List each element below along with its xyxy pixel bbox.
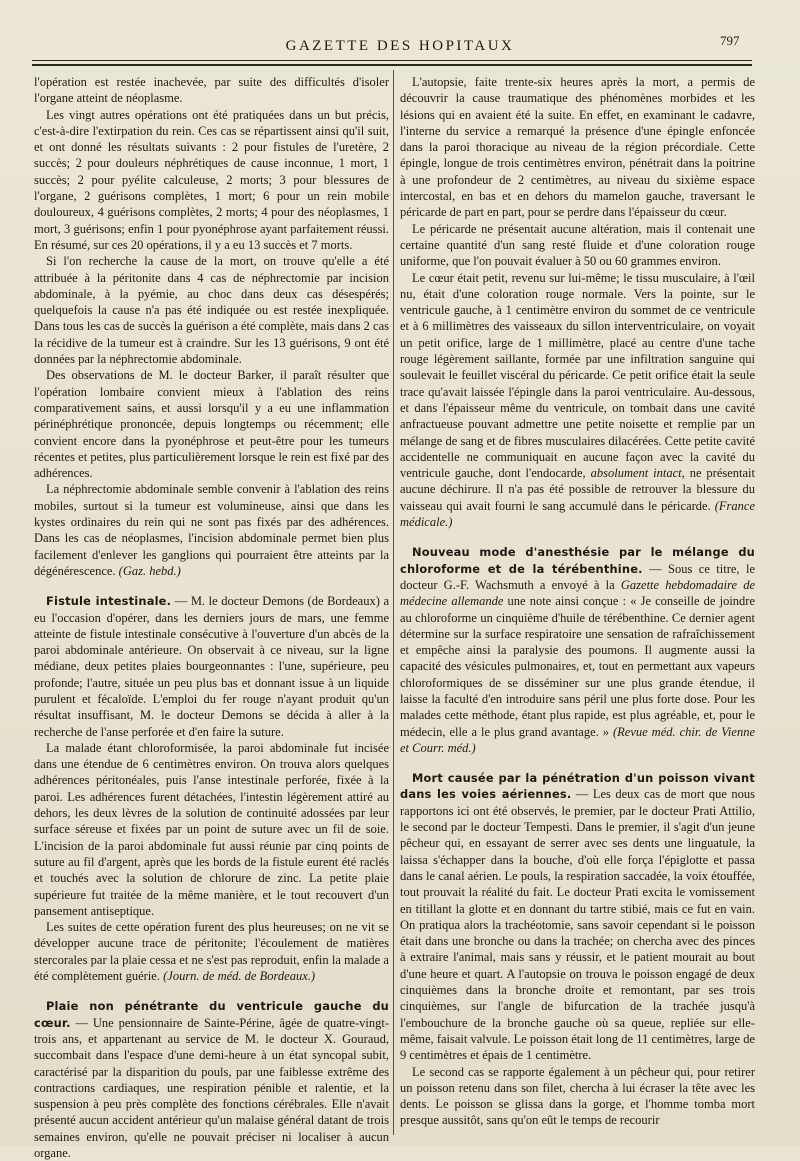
paragraph-text: Les suites de cette opération furent des plus heureuses; on ne vit se développer aucune trace de péritonite; l'écoulement de matières stercorales par la plaie cessa et ne s'est pas reproduit, enfin la malade a été complètement guérie. <box>34 920 389 984</box>
paragraph: Les vingt autres opérations ont été pratiquées dans un but précis, c'est-à-dire l'extirpation du rein. Ces cas se répartissent ainsi qu'il suit, et ont donné les résultats suivants : 2 pour fistules de l'uretère, 2 succès; 2 pour douleurs néphrétiques de cause inconnue, 1 mort, 1 succès; 2 pour pyélite calculeuse, 2 morts; 3 pour blessures de l'organe, 2 guérisons complètes, 1 mort; 6 pour un rein mobile douloureux, 4 guérisons complètes, 2 morts; 4 pour des néoplasmes, 1 mort, 3 guérisons; enfin 1 pour pyonéphrose ayant parfaitement réussi. En résumé, sur ces 20 opérations, il y a eu 13 succès et 7 morts. <box>34 107 389 252</box>
header-rule-double <box>32 64 752 66</box>
article-heading: Nouveau mode d'anesthésie par le mélange du chloroforme et de la térébenthine. <box>400 545 755 576</box>
paragraph-text: La néphrectomie abdominale semble convenir à l'ablation des reins mobiles, surtout si la tumeur est volumineuse, ainsi que dans les kystes ordinaires du rein qui ne sont pas fixés par des adhérences. Dans les cas de néoplasmes, l'incision abdominale permet bien plus facilement d'enlever les ganglions qui pourraient être atteints par la dégénérescence. <box>34 482 389 578</box>
article-heading: Mort causée par la pénétration d'un poisson vivant dans les voies aériennes. <box>400 771 755 802</box>
paragraph: l'opération est restée inachevée, par suite des difficultés d'isoler l'organe atteint de néoplasme. <box>34 75 389 106</box>
article-poisson-voies-aeriennes <box>400 770 755 1129</box>
paragraph: L'autopsie, faite trente-six heures après la mort, a permis de découvrir la cause traumatique des phénomènes morbides et les lésions qui en avaient été la suite. En effet, en examinant le cadavre, l'interne du service a remarqué la présence d'une épingle enfoncée dans la paroi thoracique au niveau de la région précordiale. Cette épingle, longue de trois centimètres environ, pénétrait dans la poitrine à une profondeur de 2 centimètres, au niveau du sixième espace intercostal, en bas et en dehors du mamelon gauche, traversant le péricarde de part en part, pour se perdre dans l'épaisseur du cœur. <box>400 75 755 220</box>
paragraph <box>400 770 755 1063</box>
paragraph: Le péricarde ne présentait aucune altération, mais il contenait une certaine quantité d'un sang resté fluide et d'une coloration rouge uniforme, que l'on pouvait évaluer à 50 ou 60 grammes environ. <box>400 221 755 269</box>
page-header <box>0 0 800 70</box>
article-heading: Fistule intestinale. <box>46 594 172 609</box>
source-citation: (Gaz. hebd.) <box>118 563 181 578</box>
right-column <box>400 74 755 1134</box>
paragraph-text: ne présentait aucune déchirure. Il n'a pas été possible de retrouver la blessure du vaisseau qui avait fourni le sang accumulé dans le péricarde. <box>400 466 755 513</box>
paragraph: Des observations de M. le docteur Barker, il paraît résulter que l'opération lombaire convient mieux à l'ablation des reins comparativement sains, et aussi lorsqu'il y a eu une inflammation périnéphrétique prononcée, depuis longtemps ou récemment; elle convient encore dans la pyonéphrose et peut-être pour les tumeurs récentes et petites, plus particulièrement lorsque le rein est fixé par des adhérences. <box>34 368 389 481</box>
source-citation: (Journ. de méd. de Bordeaux.) <box>163 969 316 984</box>
paragraph-text: une note ainsi conçue : « Je conseille de joindre au chloroforme un cinquième d'huile de térébenthine. Ce dernier agent détermine sur la surface respiratoire une sensation de rafraîchissement et empêche ainsi la paralysie des poumons. Il augmente aussi la capacité des vésicules pulmonaires, et, tout en permettant aux vapeurs chloroformiques de se disséminer sur une plus grande étendue, il laisse la faculté d'en introduire sans péril une plus forte dose. Pour les malades cette méthode, étant plus rapide, est plus agréable, et, pour le médecin, elle a le plus grand avantage. » <box>400 594 756 739</box>
source-citation: (France médicale.) <box>400 498 756 530</box>
paragraph-text: — Les deux cas de mort que nous rapportons ici ont été observés, le premier, par le docteur Prati Attilio, le second par le docteur Tempesti. Dans le premier, il s'agit d'un jeune pêcheur qui, en essayant de serrer avec ses dents une linguatule, la laissa s'échapper dans la bouche, d'où elle força l'épiglotte et passa dans le canal aérien. Le pouls, la respiration saccadée, la voix étouffée, tout prouvait la réalité du fait. Le docteur Prati excita le vomissement en titillant la glotte et en donnant du tartre stibié, mais ce fut en vain. On pratiqua alors la trachéotomie, sans savoir cependant si le poisson était dans une bronche ou dans la trachée; on chercha avec des pinces à extraire l'animal, mais sans y réussir, et le patient mourait au bout d'une heure et quart. A l'autopsie on trouva le poisson engagé de deux cinquièmes dans la bronche droite et remontant, par ses trois cinquièmes, sur l'angle de bifurcation de la trachée jusqu'à l'embouchure de la bronche gauche où sa queue, repliée sur elle-même, faisait valvule. Le poisson était long de 11 centimètres, large de 9 centimètres et épais de 1 centimètre. <box>400 787 755 1063</box>
article-plaie-ventricule <box>34 998 389 1161</box>
left-column <box>34 74 390 1160</box>
journal-name: Gazette hebdomadaire de médecine allemande <box>400 577 755 609</box>
journal-title: GAZETTE DES HOPITAUX <box>285 38 515 54</box>
paragraph: La malade étant chloroformisée, la paroi abdominale fut incisée dans une étendue de 6 centimètres environ. On trouva alors quelques adhérences péritonéales, puis l'anse intestinale perforée, fixée à la paroi. Les adhérences furent détachées, l'intestin légèrement attiré au dehors, les deux lèvres de la solution de continuité adossées par leur surface séreuse et fixées par un point de suture avec un fil de soie. L'incision de la paroi abdominale fut aussi réunie par cinq points de suture au fil d'argent, après que les bords de la fistule eurent été raclés et touchés avec la solution de chlorure de zinc. La petite plaie supérieure fut traitée de la même manière, et le tout recouvert d'un pansement antiseptique. <box>34 740 389 918</box>
emphasis-text: absolument intact, <box>590 466 685 481</box>
paragraph: Si l'on recherche la cause de la mort, on trouve qu'elle a été attribuée à la péritonite dans 4 cas de néphrectomie par incision abdominale, à la pyémie, au choc dans deux cas désespérés; quelquefois la cause n'a pas été indiquée ou est restée inexpliquée. Dans tous les cas de succès la guérison a été complète, mais dans 2 cas la récidive de la tumeur est à craindre. Sur les 13 guérisons, 9 ont été données par la néphrectomie abdominale. <box>34 254 389 367</box>
header-rule <box>32 60 752 61</box>
article-anesthesie <box>400 544 755 756</box>
paragraph-text: — Sous ce titre, le docteur G.-F. Wachsmuth a envoyé à la <box>400 561 756 592</box>
paragraph <box>34 593 389 740</box>
paragraph <box>34 481 389 579</box>
paragraph <box>34 998 389 1161</box>
paragraph <box>34 919 389 984</box>
paragraph: Le second cas se rapporte également à un pêcheur qui, pour retirer un poisson retenu dans son filet, chercha à lui écraser la tête avec les dents. Le poisson se glissa dans la gorge, et l'homme tomba mort presque aussitôt, sans qu'on eût le temps de recourir <box>400 1064 755 1128</box>
paragraph <box>400 270 755 531</box>
column-divider <box>393 70 394 1135</box>
paragraph-text: Le cœur était petit, revenu sur lui-même; le tissu musculaire, à l'œil nu, était d'une coloration rouge normale. Vers la pointe, sur le ventricule gauche, à 1 centimètre environ du sommet de ce ventricule et à 6 millimètres des vaisseaux du sillon interventriculaire, on voyait un petit orifice, large de 1 millimètre, placé au centre d'une tache rouge légèrement saillante, formée par une infiltration sanguine qui soulevait le feuillet viscéral du péricarde. Ce petit orifice était la seule trace qu'avait laissée l'épingle dans la paroi ventriculaire. Au-dessous, et dans l'épaisseur même du ventricule, on tombait dans une cavité anfractueuse pouvant admettre une petite noisette et remplie par un mélange de sang et de fibres musculaires dilacérées. Cette petite cavité accidentelle ne communiquait en aucune façon avec la cavité du ventricule gauche, dont l'endocarde, <box>400 270 755 481</box>
paragraph-text: — Une pensionnaire de Sainte-Périne, âgée de quatre-vingt-trois ans, et appartenant au service de M. le docteur X. Gouraud, succombait dans l'espace d'une demi-heure à un état syncopal subit, caractérisé par la disparition du pouls, par une faiblesse extrême des contractions cardiaques, une respiration pénible et ralentie, et la suspension à peu près complète des fonctions cérébrales. Elle n'avait présenté aucun accident antérieur qu'un malaise général datant de trois semaines environ, qu'elle ne pouvait préciser ni localiser à aucun organe. <box>34 1015 390 1160</box>
paragraph <box>400 544 755 756</box>
page-number: 797 <box>720 33 740 48</box>
source-citation: (Revue méd. chir. de Vienne et Courr. méd.) <box>400 724 756 755</box>
article-fistule-intestinale <box>34 593 389 984</box>
paragraph-text: — M. le docteur Demons (de Bordeaux) a eu l'occasion d'opérer, dans les derniers jours de mars, une femme atteinte de fistule intestinale consécutive à l'ouverture d'un abcès de la paroi abdominale antérieure. On observait à ce niveau, sur la ligne médiane, deux petites plaies bourgeonnantes : l'une, supérieure, peu profonde; l'autre, située un peu plus bas et donnant issue à un liquide purulent et fécaloïde. L'emploi du fer rouge n'ayant produit qu'un résultat insuffisant, M. le docteur Demons se décida à aller à la recherche de l'anse perforée et d'en faire la suture. <box>34 594 389 739</box>
article-heading: Plaie non pénétrante du ventricule gauche du cœur. <box>34 999 389 1030</box>
